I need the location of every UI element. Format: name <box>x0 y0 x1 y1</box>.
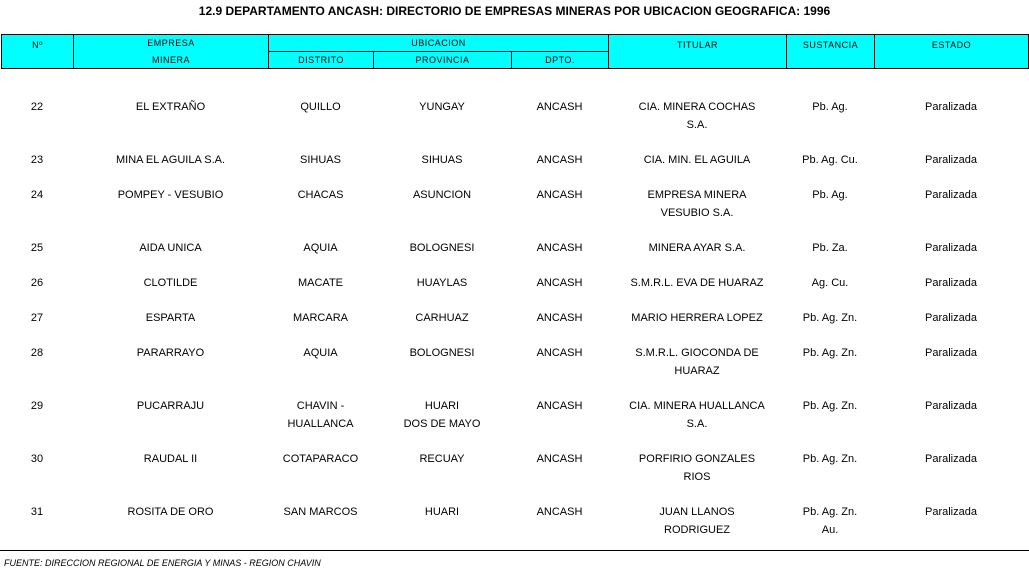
cell-empresa <box>73 186 268 222</box>
cell-titular-line: RODRIGUEZ <box>664 524 730 536</box>
header-sustancia: SUSTANCIA <box>787 35 875 69</box>
header-titular: TITULAR <box>609 35 787 69</box>
cell-dpto: ANCASH <box>536 277 583 289</box>
cell-sustancia-line: Pb. Ag. <box>812 189 848 201</box>
cell-titular <box>608 397 786 433</box>
cell-titular <box>608 309 786 327</box>
cell-distrito-line: COTAPARACO <box>282 453 359 465</box>
table-row <box>1 309 1028 327</box>
cell-titular-line: JUAN LLANOS <box>659 506 735 518</box>
cell-titular-line: EMPRESA MINERA <box>647 189 747 201</box>
cell-estado: Paralizada <box>925 154 977 166</box>
row-spacer-cell <box>1 257 1028 274</box>
cell-distrito <box>268 397 373 433</box>
cell-sustancia <box>786 151 874 169</box>
cell-titular <box>608 503 786 539</box>
cell-titular-line: S.M.R.L. GIOCONDA DE <box>635 347 759 359</box>
cell-dpto: ANCASH <box>536 400 583 412</box>
cell-provincia-line: BOLOGNESI <box>409 242 475 254</box>
cell-empresa-line: PARARRAYO <box>136 347 205 359</box>
cell-sustancia-line: Pb. Ag. Zn. <box>802 312 858 324</box>
cell-sustancia-line: Ag. Cu. <box>811 277 849 289</box>
cell-distrito <box>268 503 373 539</box>
cell-empresa <box>73 274 268 292</box>
cell-titular <box>608 186 786 222</box>
cell-provincia-line: CARHUAZ <box>415 312 469 324</box>
row-spacer-cell <box>1 486 1028 503</box>
cell-titular-line: S.A. <box>686 119 708 131</box>
row-spacer-cell <box>1 327 1028 344</box>
cell-distrito <box>268 450 373 486</box>
row-spacer <box>1 292 1028 309</box>
cell-num: 29 <box>30 400 44 412</box>
cell-distrito <box>268 186 373 222</box>
cell-provincia <box>373 151 511 169</box>
cell-titular-line: CIA. MINERA COCHAS <box>638 101 756 113</box>
cell-provincia-line: YUNGAY <box>419 101 465 113</box>
table-row <box>1 151 1028 169</box>
cell-distrito <box>268 309 373 327</box>
row-spacer-cell <box>1 222 1028 239</box>
cell-dpto: ANCASH <box>536 312 583 324</box>
header-provincia: PROVINCIA <box>374 52 512 69</box>
cell-estado: Paralizada <box>925 312 977 324</box>
cell-titular-line: MINERA AYAR S.A. <box>648 242 746 254</box>
cell-provincia-line: BOLOGNESI <box>409 347 475 359</box>
table-row <box>1 450 1028 486</box>
cell-titular <box>608 274 786 292</box>
table-row <box>1 186 1028 222</box>
header-estado: ESTADO <box>875 35 1029 69</box>
source-note: FUENTE: DIRECCION REGIONAL DE ENERGIA Y MINAS - REGION CHAVIN <box>4 558 321 568</box>
header-empresa-bottom: MINERA <box>74 52 269 69</box>
cell-distrito-line: AQUIA <box>303 347 338 359</box>
cell-provincia-line: HUARI <box>424 506 460 518</box>
table-row <box>1 344 1028 380</box>
cell-dpto: ANCASH <box>536 189 583 201</box>
cell-empresa-line: PUCARRAJU <box>136 400 205 412</box>
table-row <box>1 98 1028 134</box>
cell-titular-line: HUARAZ <box>674 365 720 377</box>
header-ubicacion: UBICACION <box>269 35 609 52</box>
cell-estado: Paralizada <box>925 506 977 518</box>
cell-sustancia <box>786 397 874 433</box>
cell-titular-line: CIA. MINERA HUALLANCA <box>629 400 765 412</box>
cell-num: 24 <box>30 189 44 201</box>
cell-distrito <box>268 239 373 257</box>
table-row <box>1 503 1028 539</box>
row-spacer-cell <box>1 134 1028 151</box>
cell-empresa <box>73 344 268 380</box>
cell-dpto: ANCASH <box>536 242 583 254</box>
cell-empresa-line: CLOTILDE <box>143 277 198 289</box>
cell-num: 28 <box>30 347 44 359</box>
cell-num: 22 <box>30 101 44 113</box>
header-distrito: DISTRITO <box>269 52 374 69</box>
cell-sustancia-line: Pb. Ag. Zn. <box>802 400 858 412</box>
cell-provincia <box>373 503 511 539</box>
cell-distrito-line: HUALLANCA <box>287 418 354 430</box>
cell-sustancia <box>786 503 874 539</box>
cell-provincia <box>373 344 511 380</box>
cell-sustancia-line: Pb. Ag. Zn. <box>802 347 858 359</box>
cell-empresa <box>73 397 268 433</box>
cell-provincia <box>373 309 511 327</box>
cell-titular <box>608 344 786 380</box>
cell-distrito-line: SAN MARCOS <box>283 506 358 518</box>
row-spacer-cell <box>1 380 1028 397</box>
table-header <box>1 34 1029 69</box>
cell-empresa <box>73 503 268 539</box>
cell-distrito-line: CHACAS <box>297 189 344 201</box>
cell-empresa <box>73 309 268 327</box>
cell-titular <box>608 151 786 169</box>
cell-provincia <box>373 397 511 433</box>
data-table <box>1 98 1028 539</box>
cell-sustancia-line: Pb. Ag. <box>812 101 848 113</box>
cell-provincia-line: HUAYLAS <box>416 277 468 289</box>
cell-distrito-line: AQUIA <box>303 242 338 254</box>
cell-sustancia-line: Au. <box>821 524 839 536</box>
row-spacer <box>1 327 1028 344</box>
cell-num: 25 <box>30 242 44 254</box>
cell-distrito <box>268 274 373 292</box>
cell-sustancia <box>786 344 874 380</box>
cell-sustancia <box>786 239 874 257</box>
cell-titular <box>608 450 786 486</box>
cell-sustancia-line: Pb. Za. <box>812 242 848 254</box>
page-title: 12.9 DEPARTAMENTO ANCASH: DIRECTORIO DE EMPRESAS MINERAS POR UBICACION GEOGRAFICA: 1996 <box>198 4 831 18</box>
table-row <box>1 239 1028 257</box>
cell-empresa <box>73 239 268 257</box>
cell-provincia <box>373 450 511 486</box>
row-spacer <box>1 257 1028 274</box>
cell-sustancia <box>786 450 874 486</box>
row-spacer-cell <box>1 292 1028 309</box>
cell-empresa-line: RAUDAL II <box>143 453 198 465</box>
cell-sustancia <box>786 186 874 222</box>
cell-provincia-line: ASUNCION <box>412 189 472 201</box>
cell-empresa-line: AIDA UNICA <box>139 242 202 254</box>
cell-provincia <box>373 274 511 292</box>
cell-num: 26 <box>30 277 44 289</box>
cell-provincia <box>373 239 511 257</box>
cell-sustancia-line: Pb. Ag. Zn. <box>802 506 858 518</box>
cell-provincia-line: HUARI <box>424 400 460 412</box>
cell-sustancia-line: Pb. Ag. Zn. <box>802 453 858 465</box>
cell-sustancia <box>786 309 874 327</box>
cell-empresa <box>73 98 268 134</box>
cell-empresa-line: EL EXTRAÑO <box>135 101 206 113</box>
cell-dpto: ANCASH <box>536 453 583 465</box>
cell-titular-line: S.M.R.L. EVA DE HUARAZ <box>630 277 764 289</box>
cell-distrito <box>268 98 373 134</box>
row-spacer <box>1 134 1028 151</box>
cell-empresa <box>73 151 268 169</box>
cell-dpto: ANCASH <box>536 506 583 518</box>
cell-num: 27 <box>30 312 44 324</box>
cell-num: 30 <box>30 453 44 465</box>
row-spacer <box>1 433 1028 450</box>
cell-empresa-line: ESPARTA <box>145 312 196 324</box>
cell-provincia <box>373 186 511 222</box>
cell-distrito-line: CHAVIN - <box>296 400 345 412</box>
cell-titular <box>608 98 786 134</box>
row-spacer <box>1 380 1028 397</box>
cell-dpto: ANCASH <box>536 154 583 166</box>
cell-empresa <box>73 450 268 486</box>
cell-distrito-line: MARCARA <box>292 312 348 324</box>
header-empresa-top: EMPRESA <box>74 35 269 52</box>
cell-titular-line: CIA. MIN. EL AGUILA <box>643 154 751 166</box>
cell-num: 31 <box>30 506 44 518</box>
cell-estado: Paralizada <box>925 277 977 289</box>
cell-distrito-line: MACATE <box>297 277 344 289</box>
cell-distrito-line: QUILLO <box>300 101 341 113</box>
row-spacer <box>1 222 1028 239</box>
cell-sustancia-line: Pb. Ag. Cu. <box>802 154 858 166</box>
cell-num: 23 <box>30 154 44 166</box>
cell-titular-line: PORFIRIO GONZALES <box>638 453 756 465</box>
header-dpto: DPTO. <box>512 52 609 69</box>
row-spacer-cell <box>1 433 1028 450</box>
cell-sustancia <box>786 98 874 134</box>
cell-titular-line: MARIO HERRERA LOPEZ <box>631 312 763 324</box>
table-row <box>1 397 1028 433</box>
cell-estado: Paralizada <box>925 101 977 113</box>
cell-estado: Paralizada <box>925 189 977 201</box>
cell-titular <box>608 239 786 257</box>
cell-dpto: ANCASH <box>536 101 583 113</box>
row-spacer-cell <box>1 169 1028 186</box>
cell-estado: Paralizada <box>925 453 977 465</box>
header-num: Nº <box>2 35 74 69</box>
cell-estado: Paralizada <box>925 347 977 359</box>
cell-provincia-line: RECUAY <box>419 453 465 465</box>
cell-distrito <box>268 344 373 380</box>
cell-distrito <box>268 151 373 169</box>
cell-provincia <box>373 98 511 134</box>
row-spacer <box>1 486 1028 503</box>
cell-titular-line: VESUBIO S.A. <box>660 207 734 219</box>
row-spacer <box>1 169 1028 186</box>
table-row <box>1 274 1028 292</box>
cell-estado: Paralizada <box>925 400 977 412</box>
cell-estado: Paralizada <box>925 242 977 254</box>
cell-distrito-line: SIHUAS <box>300 154 341 166</box>
cell-titular-line: RIOS <box>683 471 711 483</box>
cell-provincia-line: DOS DE MAYO <box>403 418 481 430</box>
cell-empresa-line: POMPEY - VESUBIO <box>117 189 224 201</box>
cell-empresa-line: ROSITA DE ORO <box>127 506 214 518</box>
cell-titular-line: S.A. <box>686 418 708 430</box>
cell-provincia-line: SIHUAS <box>421 154 463 166</box>
cell-empresa-line: MINA EL AGUILA S.A. <box>115 154 226 166</box>
cell-sustancia <box>786 274 874 292</box>
cell-dpto: ANCASH <box>536 347 583 359</box>
footer-divider <box>0 550 1029 551</box>
